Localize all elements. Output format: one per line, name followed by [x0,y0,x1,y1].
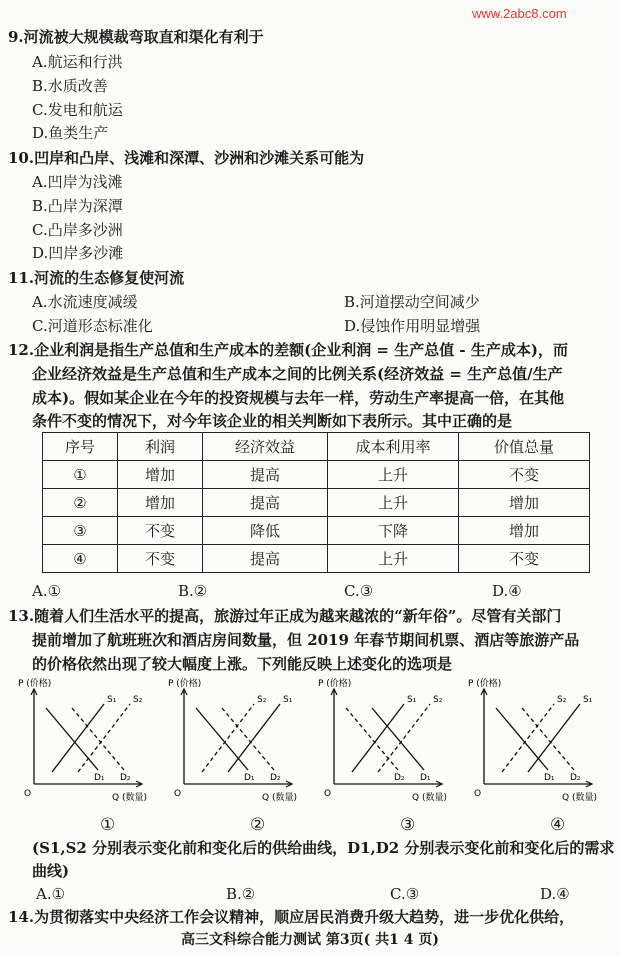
origin-label: O [24,789,32,799]
curve-demand [496,708,548,770]
graph-2-svg [164,672,304,807]
table-cell: 不变 [118,517,203,545]
table-header-row [43,433,590,461]
supply-demand-graph-2 [164,672,304,807]
watermark-url: www.2abc8.com [472,6,567,21]
graph-1-svg [14,672,154,807]
curve-supply [228,704,280,772]
header-total-value: 价值总量 [459,433,590,461]
table-cell: 不变 [459,461,590,489]
graph-3-label: ③ [400,815,416,835]
q10-option-b: B.凸岸为深潭 [32,197,123,215]
curve-label: S₁ [407,695,417,705]
q13-note-line1: (S1,S2 分别表示变化前和变化后的供给曲线，D1,D2 分别表示变化前和变化后的需求 [32,839,615,857]
curve-supply [378,704,430,772]
q13-option-a: A.① [36,885,66,903]
origin-label: O [174,789,182,799]
table-cell: 上升 [328,545,459,573]
curve-label: S₂ [133,695,143,705]
judgement-table [42,432,590,573]
q11-option-b: B.河道摆动空间减少 [344,293,480,311]
supply-demand-graph-3 [314,672,454,807]
q9-option-b: B.水质改善 [32,77,108,95]
supply-demand-graph-1 [14,672,154,807]
curve-label: D₂ [120,773,131,783]
curve-label: S₁ [583,695,593,705]
header-efficiency: 经济效益 [203,433,328,461]
table-cell: ④ [43,545,118,573]
q13-option-b: B.② [226,885,256,903]
q13-stem-line3: 的价格依然出现了较大幅度上涨。下列能反映上述变化的选项是 [32,655,453,673]
table-cell: 上升 [328,489,459,517]
origin-label: O [474,789,482,799]
curve-label: S₁ [107,695,117,705]
table-cell: ② [43,489,118,517]
page-footer: 高三文科综合能力测试 第3页( 共1 4 页) [181,932,439,948]
y-axis-label: P (价格) [468,679,502,689]
y-axis-label: P (价格) [168,679,202,689]
header-index: 序号 [43,433,118,461]
curve-label: D₁ [544,773,555,783]
y-axis-label: P (价格) [318,679,352,689]
supply-demand-graph-4 [464,672,604,807]
curve-label: S₂ [433,695,443,705]
curve-label: D₁ [244,773,255,783]
curve-demand [522,708,574,770]
q10-stem: 10.凹岸和凸岸、浅滩和深潭、沙洲和沙滩关系可能为 [8,149,365,167]
q12-stem-line4: 条件不变的情况下，对今年该企业的相关判断如下表所示。其中正确的是 [32,412,513,430]
table-cell: 提高 [203,489,328,517]
table-cell: 降低 [203,517,328,545]
q10-option-d: D.凹岸多沙滩 [32,244,124,262]
q12-option-c: C.③ [344,582,374,600]
curve-supply [78,704,130,772]
q13-note-line2: 曲线) [32,862,70,880]
curve-demand [222,708,274,770]
table-cell: 上升 [328,461,459,489]
q9-stem: 9.河流被大规模裁弯取直和渠化有利于 [8,28,264,46]
q12-stem-line2: 企业经济效益是生产总值和生产成本之间的比例关系(经济效益 = 生产总值/生产 [32,365,563,383]
q12-stem-line3: 成本)。假如某企业在今年的投资规模与去年一样，劳动生产率提高一倍，在其他 [32,389,565,407]
origin-label: O [324,789,332,799]
table-row [43,461,590,489]
curve-label: S₂ [557,695,567,705]
table-cell: 下降 [328,517,459,545]
x-axis-label: Q (数量) [112,793,147,803]
curve-label: D₂ [394,773,405,783]
header-cost-utilization: 成本利用率 [328,433,459,461]
q12-stem-line1: 12.企业利润是指生产总值和生产成本的差额(企业利润 = 生产总值 - 生产成本)，而 [8,341,568,359]
q11-stem: 11.河流的生态修复使河流 [8,269,185,287]
curve-demand [372,708,424,770]
graph-4-svg [464,672,604,807]
q13-stem-line2: 提前增加了航班班次和酒店房间数量，但 2019 年春节期间机票、酒店等旅游产品 [32,631,580,649]
curve-label: D₂ [570,773,581,783]
header-profit: 利润 [118,433,203,461]
curve-supply [528,704,580,772]
x-axis-label: Q (数量) [562,793,597,803]
table-row [43,489,590,517]
graph-4-label: ④ [550,815,566,835]
curve-demand [346,708,398,770]
q11-option-a: A.水流速度减缓 [32,293,138,311]
table-cell: 增加 [118,489,203,517]
graph-3-svg [314,672,454,807]
graph-1-label: ① [100,815,116,835]
curve-demand [72,708,124,770]
table-cell: 不变 [118,545,203,573]
table-cell: 增加 [118,461,203,489]
y-axis-label: P (价格) [18,679,52,689]
curve-demand [46,708,98,770]
q13-option-d: D.④ [540,885,570,903]
curve-demand [196,708,248,770]
q10-option-a: A.凹岸为浅滩 [32,173,123,191]
q11-option-c: C.河道形态标准化 [32,317,153,335]
table-cell: 提高 [203,461,328,489]
x-axis-label: Q (数量) [412,793,447,803]
x-axis-label: Q (数量) [262,793,297,803]
curve-label: D₂ [270,773,281,783]
curve-label: S₂ [257,695,267,705]
curve-label: D₁ [420,773,431,783]
q9-option-a: A.航运和行洪 [32,53,123,71]
q11-option-d: D.侵蚀作用明显增强 [344,317,481,335]
curve-label: D₁ [94,773,105,783]
curve-label: S₁ [283,695,293,705]
graph-2-label: ② [250,815,266,835]
q12-option-d: D.④ [492,582,522,600]
q10-option-c: C.凸岸多沙洲 [32,221,123,239]
q12-option-b: B.② [178,582,208,600]
table-row [43,517,590,545]
q13-option-c: C.③ [390,885,420,903]
table-cell: ① [43,461,118,489]
q9-option-d: D.鱼类生产 [32,124,109,142]
table-cell: 增加 [459,489,590,517]
table-cell: 增加 [459,517,590,545]
table-cell: 提高 [203,545,328,573]
table-cell: 不变 [459,545,590,573]
q13-stem-line1: 13.随着人们生活水平的提高，旅游过年正成为越来越浓的“新年俗”。尽管有关部门 [8,607,562,625]
q12-option-a: A.① [32,582,62,600]
q14-stem-line1: 14.为贯彻落实中央经济工作会议精神，顺应居民消费升级大趋势，进一步优化供给， [8,908,575,926]
q9-option-c: C.发电和航运 [32,101,123,119]
table-cell: ③ [43,517,118,545]
table-row [43,545,590,573]
